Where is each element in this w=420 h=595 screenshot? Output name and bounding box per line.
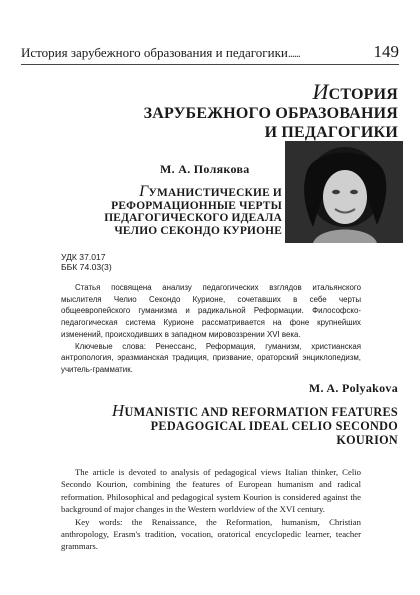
classification-codes <box>61 252 112 272</box>
section-heading-line2: ЗАРУБЕЖНОГО ОБРАЗОВАНИЯ <box>143 105 398 122</box>
article-title-ru <box>32 183 282 237</box>
abstract-en <box>61 466 361 553</box>
abstract-ru <box>61 282 361 376</box>
section-heading-line3: И ПЕДАГОГИКИ <box>264 124 398 141</box>
bbk-code: ББК 74.03(3) <box>61 262 112 272</box>
keywords-en: Key words: the Renaissance, the Reformation, humanism, Christian anthropology, Erasm's tradition, vocation, oratorical encyclopedic learner, teacher grammars. <box>61 516 361 552</box>
article-title-en-line3: KOURION <box>336 433 398 447</box>
article-title-ru-line1: УМАНИСТИЧЕСКИЕ И <box>148 187 282 199</box>
running-header <box>21 44 399 65</box>
article-title-ru-line2: РЕФОРМАЦИОННЫЕ ЧЕРТЫ <box>111 199 282 212</box>
keywords-ru: Ключевые слова: Ренессанс, Реформация, гуманизм, христианская антропология, эразмианская традиция, призвание, ораторский энциклопедизм, учитель-грамматик. <box>61 341 361 374</box>
article-title-en-initial: H <box>111 401 125 420</box>
leader-dots: ...... <box>287 46 300 60</box>
author-name-en: M. A. Polyakova <box>308 381 398 395</box>
section-heading <box>68 79 398 142</box>
abstract-en-text: The article is devoted to analysis of pedagogical views Italian thinker, Celio Secondo Kourion, combining the features of European humanism and radical reformation. Philosophical and pedagogical system Kourion is considered against the background of major changes in the Western worldview of the XVI century. <box>61 467 361 515</box>
article-title-ru-line4: ЧЕЛИО СЕКОНДО КУРИОНЕ <box>114 224 282 237</box>
article-title-en-line1: UMANISTIC AND REFORMATION FEATURES <box>124 405 398 419</box>
section-heading-line1: СТОРИЯ <box>328 86 398 103</box>
section-heading-initial: И <box>312 79 329 104</box>
journal-section-title: История зарубежного образования и педагогики <box>21 45 288 60</box>
article-title-ru-initial: Г <box>139 183 149 200</box>
author-photo <box>285 141 403 243</box>
abstract-ru-text: Статья посвящена анализу педагогических взглядов итальянского мыслителя Челио Секондо Курионе, сочетавших в себе черты общеевропейского гуманизма и радикальной Реформации. Философско-педагогическая система Курионе рассматривается на фоне крупнейших изменений, происходивших в западном мировоззрении XVI века. <box>61 283 361 339</box>
article-title-ru-line3: ПЕДАГОГИЧЕСКОГО ИДЕАЛА <box>104 212 282 224</box>
author-name-ru: М. А. Полякова <box>160 162 250 176</box>
article-title-en <box>58 401 398 447</box>
article-title-en-line2: PEDAGOGICAL IDEAL CELIO SECONDO <box>150 419 398 433</box>
page-number: 149 <box>373 42 399 61</box>
udk-code: УДК 37.017 <box>61 252 106 262</box>
